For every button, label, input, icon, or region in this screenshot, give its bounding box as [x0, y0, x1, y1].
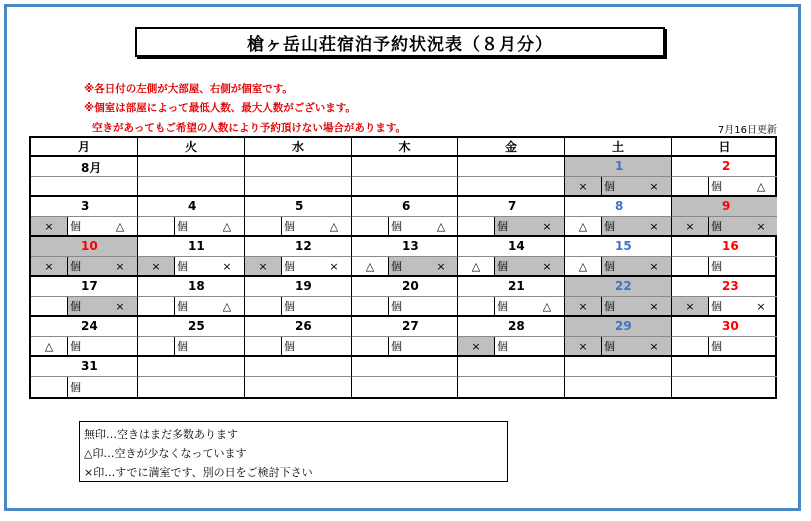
- day-cell: [565, 157, 672, 177]
- date-row: [31, 357, 775, 377]
- day-status-cell: [245, 377, 352, 397]
- day-number: 14: [508, 239, 525, 253]
- day-cell: [672, 317, 777, 337]
- dormitory-status: [672, 177, 708, 195]
- day-status-cell: [352, 297, 458, 317]
- day-cell: [458, 237, 565, 257]
- private-room-status: ×: [637, 217, 671, 235]
- private-room-status: ×: [744, 217, 777, 235]
- private-room-label: 個: [67, 217, 106, 235]
- private-room-status: △: [756, 179, 766, 193]
- note-line-2: ※個室は部屋によって最低人数、最大人数がございます。: [84, 102, 356, 114]
- day-status-cell: [672, 337, 777, 357]
- dormitory-status: [245, 337, 281, 355]
- day-status-cell: [672, 217, 777, 237]
- private-room-status: ×: [637, 337, 671, 355]
- day-status-cell: [352, 377, 458, 397]
- private-room-status: [424, 337, 458, 355]
- day-number: 8月: [81, 161, 102, 175]
- weekday-header: 月: [31, 138, 138, 157]
- day-cell: [565, 277, 672, 297]
- day-status-cell: [672, 177, 777, 197]
- weekday-header-row: [31, 138, 775, 157]
- private-room-status: △: [115, 219, 125, 233]
- status-row: [31, 377, 775, 397]
- day-status-cell: [245, 177, 352, 197]
- private-room-label: 個: [601, 177, 640, 195]
- legend-none: 無印…空きはまだ多数あります: [84, 428, 238, 441]
- status-row: [31, 297, 775, 317]
- private-room-status: [317, 337, 351, 355]
- day-cell: [672, 197, 777, 217]
- day-number: 5: [295, 199, 304, 213]
- private-room-status: △: [222, 219, 232, 233]
- private-room-label: 個: [174, 217, 213, 235]
- day-status-cell: [565, 217, 672, 237]
- day-status-cell: [245, 337, 352, 357]
- private-room-status: ×: [222, 259, 232, 273]
- private-room-status: ×: [756, 299, 766, 313]
- dormitory-status: [31, 297, 67, 315]
- dormitory-status: ×: [565, 337, 601, 355]
- date-row: [31, 317, 775, 337]
- day-status-cell: [565, 257, 672, 277]
- day-status-cell: [458, 177, 565, 197]
- dormitory-status: [352, 217, 388, 235]
- private-room-label: 個: [174, 257, 213, 275]
- day-number: 1: [615, 159, 624, 173]
- day-cell: [458, 197, 565, 217]
- day-number: 3: [81, 199, 90, 213]
- day-cell: [352, 197, 458, 217]
- day-number: 22: [615, 279, 632, 293]
- note-line-3: 空きがあってもご希望の人数により予約頂けない場合があります。: [92, 122, 407, 134]
- dormitory-status: [31, 377, 67, 397]
- day-number: 13: [402, 239, 419, 253]
- day-cell: [245, 197, 352, 217]
- legend-triangle: △印…空きが少なくなっています: [84, 447, 247, 460]
- day-cell: [458, 277, 565, 297]
- private-room-status: [210, 337, 244, 355]
- dormitory-status: △: [471, 259, 481, 273]
- day-cell: [458, 157, 565, 177]
- day-cell: [245, 157, 352, 177]
- day-number: 17: [81, 279, 98, 293]
- dormitory-status: ×: [31, 257, 67, 275]
- day-status-cell: [138, 337, 245, 357]
- private-room-label: 個: [174, 297, 213, 315]
- day-number: 8: [615, 199, 624, 213]
- day-cell: [672, 277, 777, 297]
- day-status-cell: [138, 177, 245, 197]
- private-room-status: △: [542, 299, 552, 313]
- private-room-status: ×: [637, 177, 671, 195]
- date-row: [31, 197, 775, 217]
- private-room-label: 個: [67, 297, 106, 315]
- page-title: [135, 27, 665, 57]
- day-cell: [138, 277, 245, 297]
- private-room-label: 個: [67, 377, 106, 397]
- day-status-cell: [31, 337, 138, 357]
- day-status-cell: [138, 217, 245, 237]
- private-room-status: ×: [424, 257, 458, 275]
- day-status-cell: [352, 337, 458, 357]
- day-number: 15: [615, 239, 632, 253]
- day-number: 19: [295, 279, 312, 293]
- day-number: 2: [722, 159, 731, 173]
- private-room-label: 個: [388, 297, 427, 315]
- day-number: 20: [402, 279, 419, 293]
- private-room-label: 個: [601, 257, 640, 275]
- day-status-cell: [245, 297, 352, 317]
- private-room-label: 個: [388, 257, 427, 275]
- private-room-status: △: [436, 219, 446, 233]
- day-status-cell: [458, 377, 565, 397]
- day-status-cell: [352, 177, 458, 197]
- day-status-cell: [672, 257, 777, 277]
- day-status-cell: [458, 257, 565, 277]
- dormitory-status: ×: [672, 217, 708, 235]
- page-title-text: 槍ヶ岳山荘宿泊予約状況表（８月分）: [247, 34, 553, 55]
- day-number: 9: [722, 199, 731, 213]
- dormitory-status: △: [578, 219, 588, 233]
- day-number: 11: [188, 239, 205, 253]
- dormitory-status: [138, 297, 174, 315]
- dormitory-status: [138, 337, 174, 355]
- day-status-cell: [31, 257, 138, 277]
- day-status-cell: [138, 297, 245, 317]
- date-row: [31, 157, 775, 177]
- day-number: 25: [188, 319, 205, 333]
- day-cell: [138, 157, 245, 177]
- weekday-header: 火: [138, 138, 245, 157]
- day-cell: [672, 357, 777, 377]
- dormitory-status: [458, 217, 494, 235]
- day-status-cell: [565, 297, 672, 317]
- private-room-status: [530, 337, 564, 355]
- private-room-label: 個: [708, 337, 747, 355]
- private-room-label: 個: [388, 337, 427, 355]
- day-number: 4: [188, 199, 197, 213]
- day-status-cell: [565, 337, 672, 357]
- day-cell: [565, 197, 672, 217]
- private-room-label: 個: [494, 257, 533, 275]
- private-room-label: 個: [281, 337, 320, 355]
- day-status-cell: [458, 297, 565, 317]
- day-cell: [672, 237, 777, 257]
- private-room-label: 個: [67, 337, 106, 355]
- legend-cross: ×印…すでに満室です、別の日をご検討下さい: [84, 466, 313, 479]
- dormitory-status: [458, 297, 494, 315]
- day-cell: [458, 357, 565, 377]
- day-status-cell: [245, 257, 352, 277]
- private-room-status: [744, 257, 777, 275]
- weekday-header: 木: [352, 138, 458, 157]
- weekday-header: 土: [565, 138, 672, 157]
- private-room-label: 個: [174, 337, 213, 355]
- day-number: 31: [81, 359, 98, 373]
- private-room-status: [103, 337, 137, 355]
- day-status-cell: [352, 217, 458, 237]
- day-cell: [31, 277, 138, 297]
- day-cell: [672, 157, 777, 177]
- day-number: 6: [402, 199, 411, 213]
- weekday-header: 日: [672, 138, 777, 157]
- private-room-status: ×: [103, 257, 137, 275]
- day-cell: [565, 237, 672, 257]
- dormitory-status: ×: [565, 177, 601, 195]
- day-status-cell: [138, 377, 245, 397]
- day-status-cell: [672, 297, 777, 317]
- day-number: 23: [722, 279, 739, 293]
- day-status-cell: [245, 217, 352, 237]
- dormitory-status: ×: [458, 337, 494, 355]
- private-room-status: [424, 297, 458, 315]
- private-room-label: 個: [708, 177, 747, 195]
- day-cell: [565, 317, 672, 337]
- dormitory-status: ×: [31, 217, 67, 235]
- day-cell: [352, 357, 458, 377]
- day-cell: [245, 277, 352, 297]
- private-room-label: 個: [281, 217, 320, 235]
- day-number: 30: [722, 319, 739, 333]
- private-room-label: 個: [388, 217, 427, 235]
- private-room-label: 個: [494, 297, 533, 315]
- status-row: [31, 257, 775, 277]
- day-cell: [352, 237, 458, 257]
- day-cell: [138, 197, 245, 217]
- status-row: [31, 177, 775, 197]
- note-line-1: ※各日付の左側が大部屋、右側が個室です。: [84, 83, 293, 95]
- dormitory-status: [245, 217, 281, 235]
- day-cell: [245, 237, 352, 257]
- date-row: [31, 237, 775, 257]
- private-room-status: [317, 297, 351, 315]
- private-room-status: [744, 337, 777, 355]
- dormitory-status: △: [365, 259, 375, 273]
- day-cell: [31, 357, 138, 377]
- day-status-cell: [458, 217, 565, 237]
- day-number: 21: [508, 279, 525, 293]
- private-room-label: 個: [601, 337, 640, 355]
- private-room-label: 個: [494, 337, 533, 355]
- weekday-header: 金: [458, 138, 565, 157]
- day-status-cell: [31, 177, 138, 197]
- day-number: 27: [402, 319, 419, 333]
- day-cell: [245, 357, 352, 377]
- updated-date: 7月16日更新: [717, 125, 777, 136]
- private-room-status: ×: [530, 217, 564, 235]
- private-room-label: 個: [708, 297, 747, 315]
- day-cell: [245, 317, 352, 337]
- private-room-status: ×: [530, 257, 564, 275]
- dormitory-status: ×: [245, 257, 281, 275]
- private-room-status: ×: [329, 259, 339, 273]
- private-room-status: ×: [103, 297, 137, 315]
- day-cell: [31, 317, 138, 337]
- weekday-header: 水: [245, 138, 352, 157]
- dormitory-status: △: [578, 259, 588, 273]
- availability-calendar: [29, 136, 777, 399]
- dormitory-status: [138, 217, 174, 235]
- legend-box: [79, 421, 508, 482]
- day-number: 18: [188, 279, 205, 293]
- day-status-cell: [672, 377, 777, 397]
- status-row: [31, 337, 775, 357]
- private-room-label: 個: [281, 257, 320, 275]
- private-room-label: 個: [67, 257, 106, 275]
- day-number: 7: [508, 199, 517, 213]
- dormitory-status: [352, 297, 388, 315]
- day-number: 29: [615, 319, 632, 333]
- private-room-status: [103, 377, 137, 397]
- private-room-label: 個: [708, 257, 747, 275]
- day-cell: [352, 157, 458, 177]
- day-number: 24: [81, 319, 98, 333]
- calendar-weeks: [31, 157, 775, 397]
- date-row: [31, 277, 775, 297]
- dormitory-status: ×: [138, 257, 174, 275]
- day-number: 28: [508, 319, 525, 333]
- day-number: 10: [81, 239, 98, 253]
- day-cell: [138, 357, 245, 377]
- private-room-label: 個: [281, 297, 320, 315]
- dormitory-status: [672, 257, 708, 275]
- status-row: [31, 217, 775, 237]
- day-cell: [138, 237, 245, 257]
- day-cell: [565, 357, 672, 377]
- private-room-status: ×: [637, 297, 671, 315]
- dormitory-status: △: [44, 339, 54, 353]
- private-room-status: △: [222, 299, 232, 313]
- private-room-label: 個: [601, 217, 640, 235]
- day-status-cell: [565, 177, 672, 197]
- day-cell: [352, 277, 458, 297]
- day-cell: [458, 317, 565, 337]
- dormitory-status: ×: [565, 297, 601, 315]
- private-room-status: ×: [637, 257, 671, 275]
- private-room-label: 個: [494, 217, 533, 235]
- day-status-cell: [31, 217, 138, 237]
- day-cell: [31, 237, 138, 257]
- dormitory-status: ×: [672, 297, 708, 315]
- day-number: 16: [722, 239, 739, 253]
- private-room-status: △: [329, 219, 339, 233]
- private-room-label: 個: [601, 297, 640, 315]
- day-cell: [352, 317, 458, 337]
- dormitory-status: [672, 337, 708, 355]
- day-cell: [31, 157, 138, 177]
- private-room-label: 個: [708, 217, 747, 235]
- day-status-cell: [458, 337, 565, 357]
- dormitory-status: [352, 337, 388, 355]
- day-number: 12: [295, 239, 312, 253]
- day-cell: [31, 197, 138, 217]
- dormitory-status: [245, 297, 281, 315]
- day-status-cell: [565, 377, 672, 397]
- day-status-cell: [352, 257, 458, 277]
- day-cell: [138, 317, 245, 337]
- day-status-cell: [31, 297, 138, 317]
- day-status-cell: [31, 377, 138, 397]
- day-number: 26: [295, 319, 312, 333]
- day-status-cell: [138, 257, 245, 277]
